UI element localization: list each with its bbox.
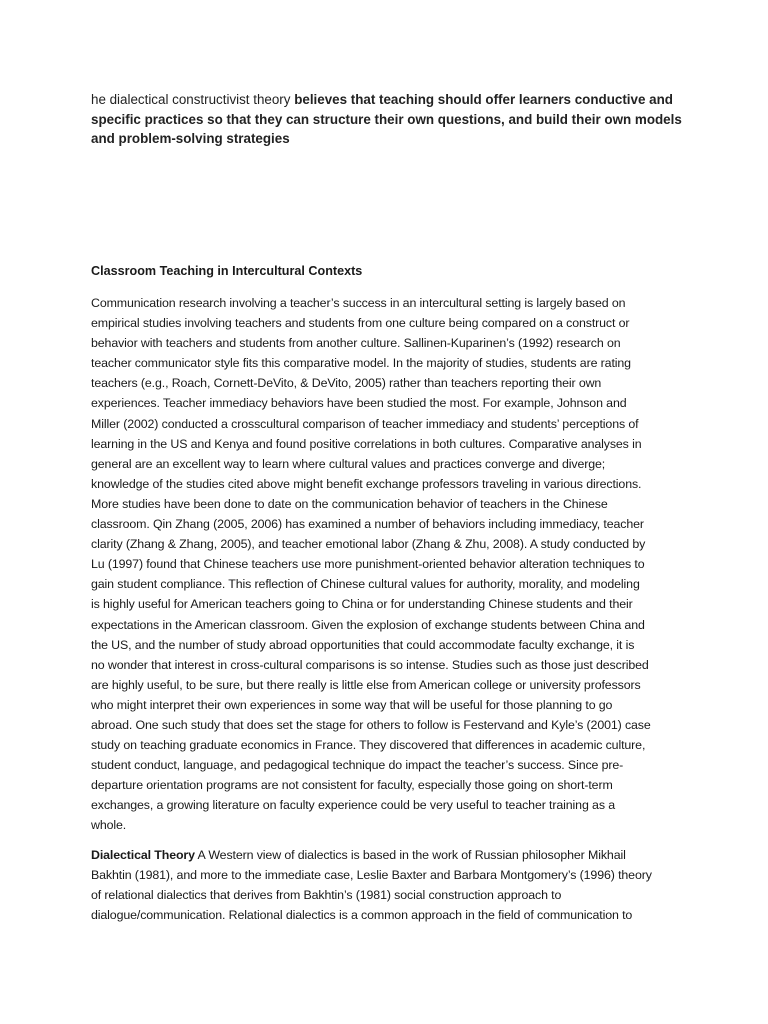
- paragraph-line: expectations in the American classroom. Given the explosion of exchange students between China and: [91, 617, 645, 632]
- paragraph-line: learning in the US and Kenya and found positive correlations in both cultures. Comparative analyses in: [91, 436, 642, 451]
- paragraph-line: gain student compliance. This reflection of Chinese cultural values for authority, morality, and modeling: [91, 577, 640, 592]
- paragraph-line: dialogue/communication. Relational dialectics is a common approach in the field of communication to: [91, 908, 633, 923]
- paragraph-line: no wonder that interest in cross-cultural comparisons is so intense. Studies such as those just described: [91, 657, 649, 672]
- intro-statement: [91, 90, 691, 149]
- paragraph-line: exchanges, a growing literature on faculty experience could be very useful to teacher training as a: [91, 798, 615, 813]
- paragraph-line: Bakhtin (1981), and more to the immediate case, Leslie Baxter and Barbara Montgomery’s (1996) theory: [91, 868, 652, 883]
- paragraph-line: of relational dialectics that derives from Bakhtin’s (1981) social construction approach to: [91, 888, 562, 903]
- paragraph-line: [91, 845, 683, 865]
- paragraph-line: student conduct, language, and pedagogical technique do impact the teacher’s success. Since pre-: [91, 758, 624, 773]
- intro-bold-text: believes that teaching should offer learners conductive and specific practices so that they can structure their own questions, and build their own models and problem-solving strategies: [91, 92, 682, 146]
- paragraph-line: study on teaching graduate economics in France. They discovered that differences in academic culture,: [91, 738, 646, 753]
- paragraph-dialectical-theory: [91, 845, 683, 925]
- paragraph-line: clarity (Zhang & Zhang, 2005), and teacher emotional labor (Zhang & Zhu, 2008). A study conducted by: [91, 537, 646, 552]
- paragraph-line: Communication research involving a teacher’s success in an intercultural setting is largely based on: [91, 296, 626, 310]
- paragraph-line: teacher communicator style fits this comparative model. In the majority of studies, students are rating: [91, 356, 631, 371]
- paragraph-line: who might interpret their own experiences in some way that will be useful for those planning to go: [91, 697, 613, 712]
- paragraph-line: Lu (1997) found that Chinese teachers use more punishment-oriented behavior alteration techniques to: [91, 557, 645, 572]
- paragraph-line: are highly useful, to be sure, but there really is little else from American college or university professors: [91, 677, 641, 692]
- paragraph-line: classroom. Qin Zhang (2005, 2006) has examined a number of behaviors including immediacy, teacher: [91, 517, 644, 532]
- paragraph-line: Miller (2002) conducted a crosscultural comparison of teacher immediacy and students’ perceptions of: [91, 416, 639, 431]
- paragraph-line: More studies have been done to date on the communication behavior of teachers in the Chinese: [91, 496, 608, 511]
- paragraph-line: whole.: [91, 818, 127, 833]
- run-in-heading: Dialectical Theory: [91, 848, 195, 862]
- paragraph-line: departure orientation programs are not consistent for faculty, especially those going on short-term: [91, 778, 613, 793]
- paragraph-line: empirical studies involving teachers and students from one culture being compared on a construct or: [91, 316, 630, 331]
- paragraph-line: the US, and the number of study abroad opportunities that could accommodate faculty exchange, it is: [91, 637, 635, 652]
- section-heading: Classroom Teaching in Intercultural Contexts: [91, 264, 363, 278]
- paragraph-line: is highly useful for American teachers going to China or for understanding Chinese students and their: [91, 597, 633, 612]
- paragraph-line: abroad. One such study that does set the stage for others to follow is Festervand and Kyle’s (2001) case: [91, 717, 651, 732]
- paragraph-line-rest: A Western view of dialectics is based in the work of Russian philosopher Mikhail: [194, 848, 626, 862]
- paragraph-line: experiences. Teacher immediacy behaviors have been studied the most. For example, Johnson and: [91, 396, 627, 411]
- paragraph-line: knowledge of the studies cited above might benefit exchange professors traveling in various directions.: [91, 476, 642, 491]
- paragraph-line: general are an excellent way to learn where cultural values and practices converge and diverge;: [91, 456, 606, 471]
- paragraph-line: teachers (e.g., Roach, Cornett-DeVito, & DeVito, 2005) rather than teachers reporting their own: [91, 376, 602, 391]
- intro-plain-text: he dialectical constructivist theory: [91, 92, 295, 107]
- paragraph-classroom-teaching: [91, 293, 683, 836]
- paragraph-line: behavior with teachers and students from another culture. Sallinen-Kuparinen’s (1992) research on: [91, 336, 621, 351]
